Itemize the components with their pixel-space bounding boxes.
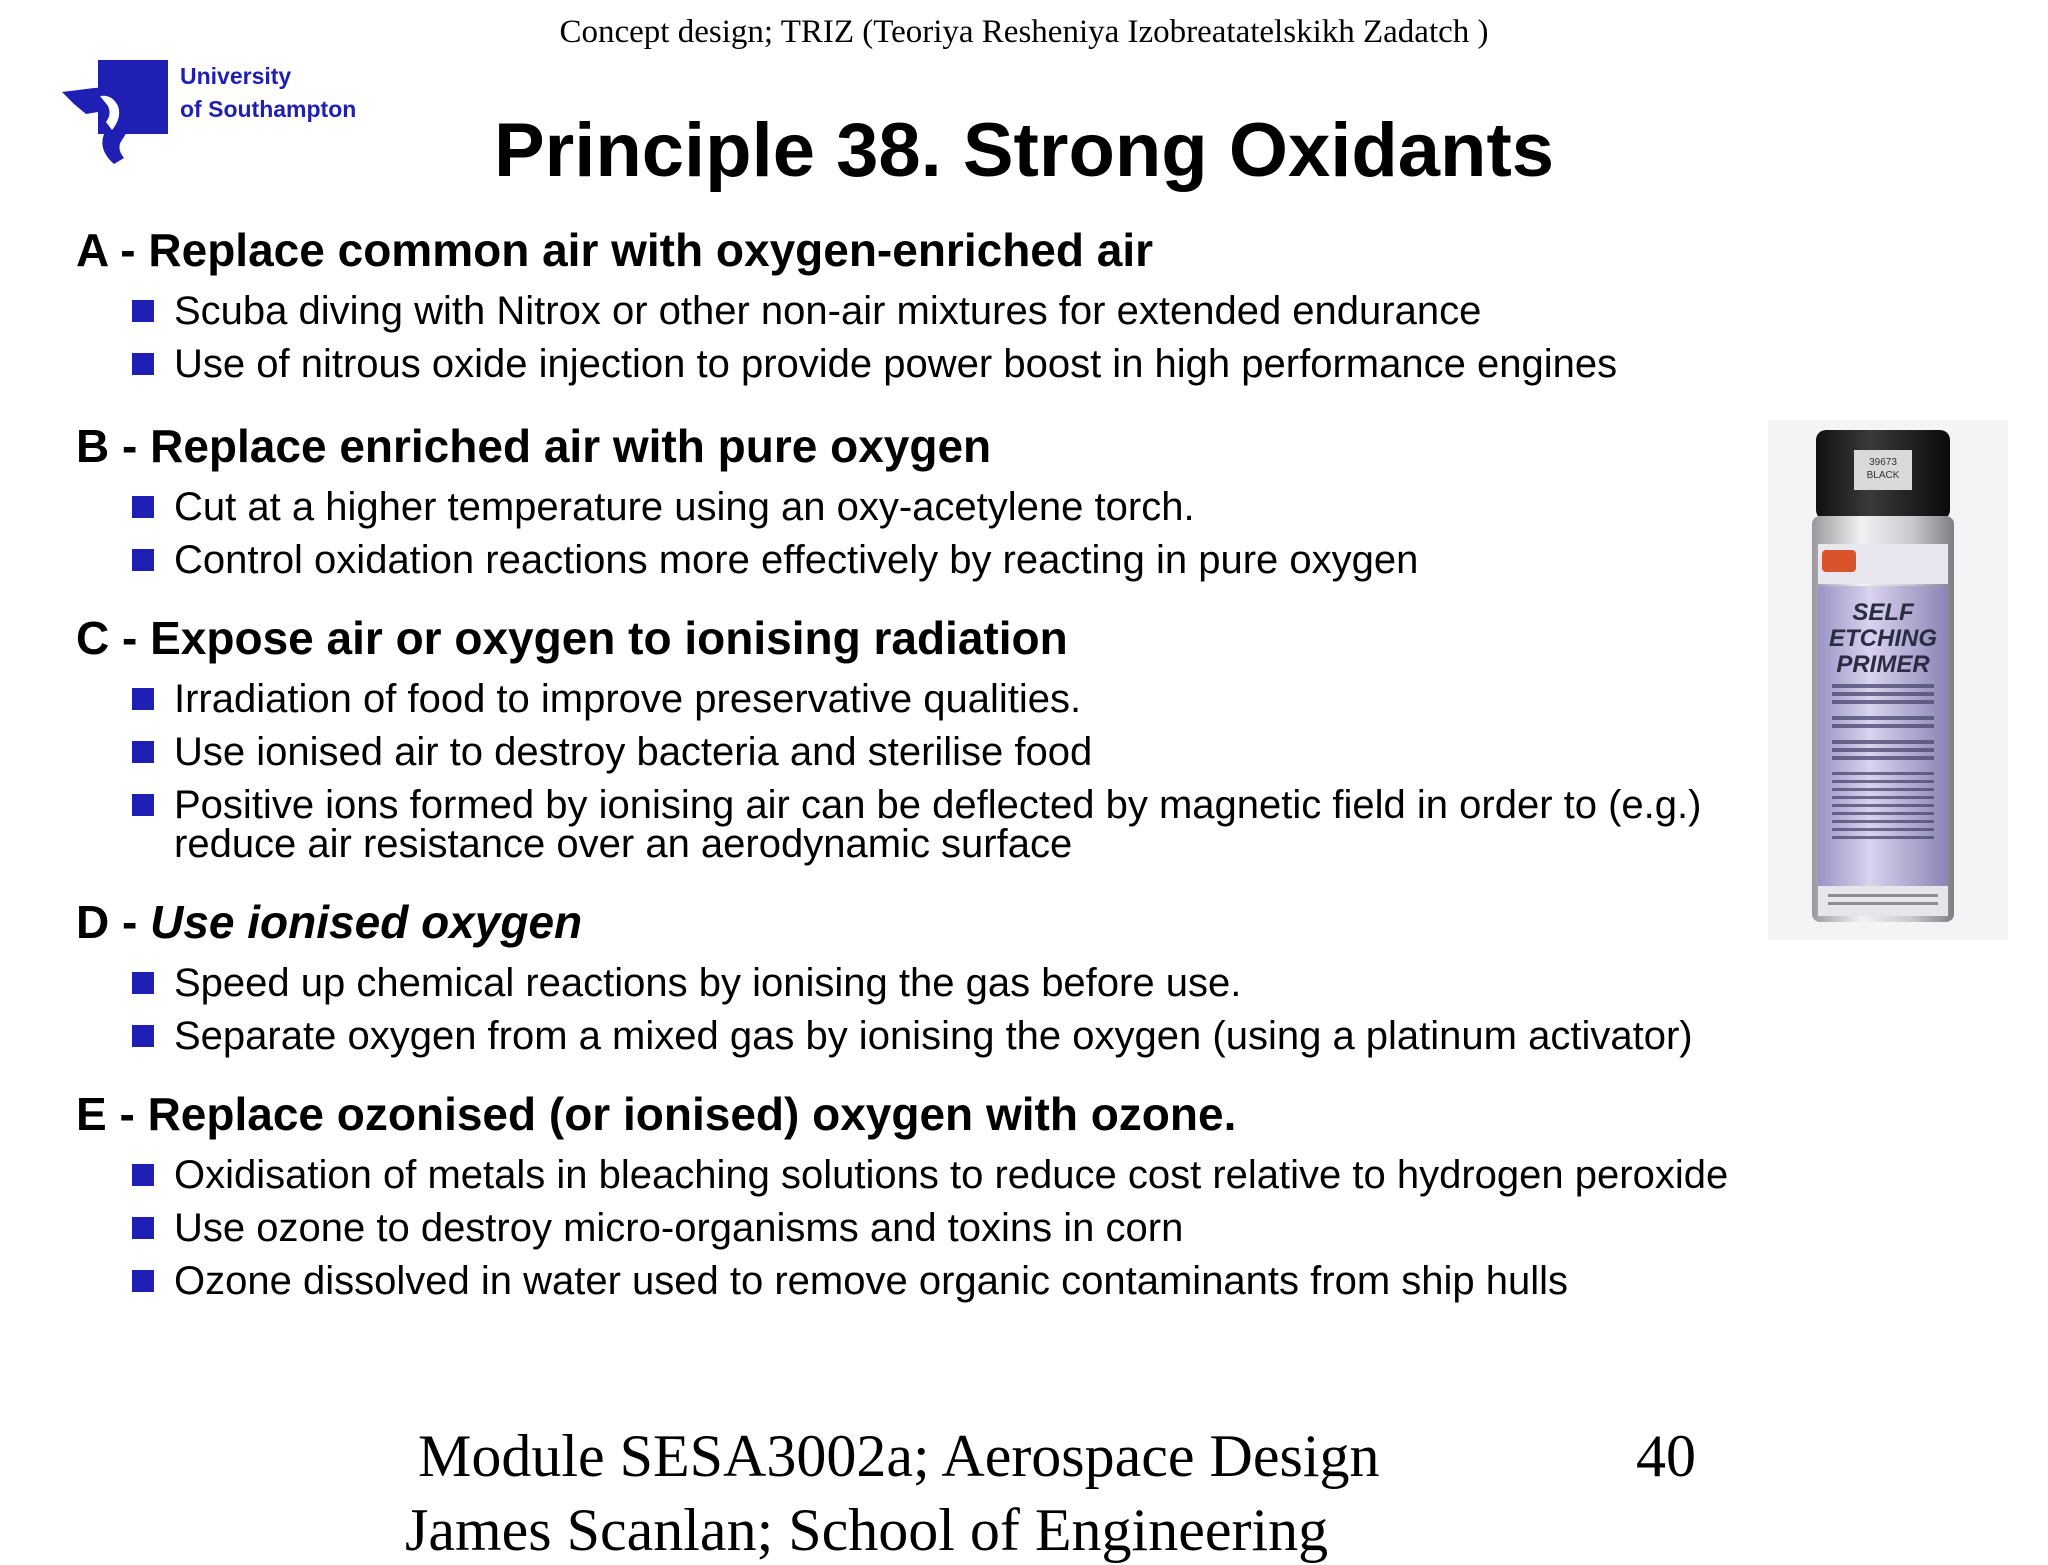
list-item — [174, 677, 1776, 721]
list-item — [174, 783, 1794, 866]
list-item — [174, 289, 1776, 333]
list-item-text: Use of nitrous oxide injection to provide power boost in high performance engines — [174, 342, 1618, 386]
square-bullet-icon — [132, 549, 154, 571]
section-prefix: C - — [76, 612, 151, 664]
section-heading-text: Use ionised oxygen — [150, 896, 583, 948]
logo-line-1: University — [180, 63, 292, 89]
list-item-text: Scuba diving with Nitrox or other non-air mixtures for extended endurance — [174, 289, 1482, 333]
section-prefix: B - — [76, 420, 151, 472]
square-bullet-icon — [132, 1270, 154, 1292]
footer-author: James Scanlan; School of Engineering — [405, 1497, 1329, 1563]
square-bullet-icon — [132, 496, 154, 518]
section-e — [76, 1086, 1776, 1301]
square-bullet-icon — [132, 1217, 154, 1239]
list-item — [174, 730, 1776, 774]
logo-line-2: of Southampton — [180, 96, 357, 122]
list-item — [174, 1014, 1694, 1058]
list-item-text: Cut at a higher temperature using an oxy-acetylene torch. — [174, 485, 1195, 529]
section-heading-text: Expose air or oxygen to ionising radiation — [150, 612, 1068, 664]
section-heading — [76, 1086, 1776, 1142]
section-prefix: D - — [76, 896, 151, 948]
section-b — [76, 418, 1776, 580]
section-c — [76, 610, 1776, 864]
square-bullet-icon — [132, 741, 154, 763]
label-line-2: ETCHING — [1829, 625, 1937, 652]
section-a — [76, 222, 1776, 384]
slide-header: Concept design; TRIZ (Teoriya Resheniya Izobreatatelskikh Zadatch ) — [559, 14, 1489, 50]
list-item — [174, 342, 1776, 386]
list-item — [174, 538, 1776, 582]
square-bullet-icon — [132, 1025, 154, 1047]
section-heading — [76, 418, 1776, 474]
list-item — [174, 1259, 1776, 1303]
label-line-3: PRIMER — [1836, 651, 1930, 678]
section-prefix: A - — [76, 224, 149, 276]
section-heading-text: Replace ozonised (or ionised) oxygen with ozone. — [147, 1088, 1237, 1140]
list-item-text: Oxidisation of metals in bleaching solutions to reduce cost relative to hydrogen peroxide — [174, 1153, 1729, 1197]
label-line-1: SELF — [1852, 599, 1914, 626]
section-d — [76, 894, 1776, 1056]
list-item — [174, 961, 1776, 1005]
section-heading-text: Replace common air with oxygen-enriched air — [148, 224, 1154, 276]
list-item — [174, 1206, 1776, 1250]
section-heading-text: Replace enriched air with pure oxygen — [150, 420, 992, 472]
list-item — [174, 1153, 1734, 1197]
footer-module: Module SESA3002a; Aerospace Design — [418, 1423, 1380, 1489]
section-heading — [76, 610, 1776, 666]
list-item-text: Separate oxygen from a mixed gas by ionising the oxygen (using a platinum activator) — [174, 1014, 1693, 1058]
square-bullet-icon — [132, 794, 154, 816]
primer-spray-can-image — [1768, 420, 2008, 940]
list-item-text: Control oxidation reactions more effectively by reacting in pure oxygen — [174, 538, 1419, 582]
section-prefix: E - — [76, 1088, 148, 1140]
square-bullet-icon — [132, 300, 154, 322]
square-bullet-icon — [132, 688, 154, 710]
square-bullet-icon — [132, 1164, 154, 1186]
square-bullet-icon — [132, 353, 154, 375]
list-item-text: Use ozone to destroy micro-organisms and toxins in corn — [174, 1206, 1184, 1250]
square-bullet-icon — [132, 972, 154, 994]
list-item-text: Positive ions formed by ionising air can be deflected by magnetic field in order to (e.g.) reduce air resistance over an aerodynamic surface — [174, 783, 1702, 866]
slide-title: Principle 38. Strong Oxidants — [493, 108, 1555, 193]
list-item-text: Use ionised air to destroy bacteria and sterilise food — [174, 730, 1093, 774]
section-heading — [76, 222, 1776, 278]
list-item-text: Ozone dissolved in water used to remove organic contaminants from ship hulls — [174, 1259, 1569, 1303]
page-number: 40 — [1636, 1423, 1696, 1489]
principle-list — [76, 222, 1776, 1331]
section-heading — [76, 894, 1776, 950]
list-item — [174, 485, 1776, 529]
can-color: BLACK — [1866, 470, 1900, 481]
can-code: 39673 — [1869, 457, 1897, 468]
list-item-text: Irradiation of food to improve preservative qualities. — [174, 677, 1082, 721]
list-item-text: Speed up chemical reactions by ionising the gas before use. — [174, 961, 1242, 1005]
